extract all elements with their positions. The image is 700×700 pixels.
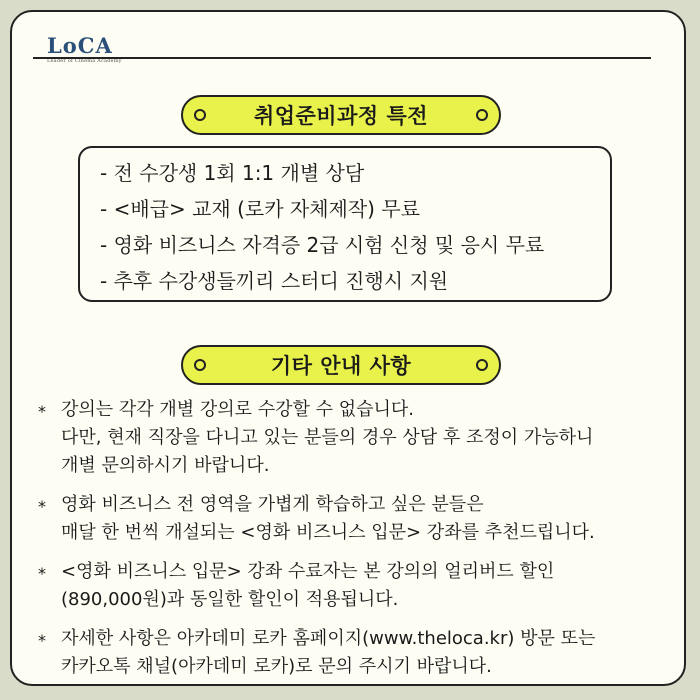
benefits-title: 취업준비과정 특전 — [253, 104, 429, 128]
pill-right-dot-icon — [476, 359, 488, 371]
benefit-item: - 영화 비즈니스 자격증 2급 시험 신청 및 응시 무료 — [100, 233, 545, 257]
asterisk-bullet-icon: * — [38, 564, 46, 583]
notice-line: 다만, 현재 직장을 다니고 있는 분들의 경우 상담 후 조정이 가능하니 — [61, 427, 594, 448]
pill-right-dot-icon — [476, 109, 488, 121]
notices-list — [36, 396, 656, 692]
logo-wordmark: LoCA — [47, 33, 113, 58]
section-title-benefits — [181, 95, 501, 135]
asterisk-bullet-icon: * — [38, 497, 46, 516]
benefits-list — [78, 146, 612, 302]
notice-line: 자세한 사항은 아카데미 로카 홈페이지(www.theloca.kr) 방문 또는 — [61, 628, 596, 649]
notice-item — [36, 491, 656, 547]
benefit-item: - 추후 수강생들끼리 스터디 진행시 지원 — [100, 269, 449, 293]
notice-line: 카카오톡 채널(아카데미 로카)로 문의 주시기 바랍니다. — [61, 656, 492, 677]
notice-line: <영화 비즈니스 입문> 강좌 수료자는 본 강의의 얼리버드 할인 — [61, 561, 555, 582]
notice-line: 강의는 각각 개별 강의로 수강할 수 없습니다. — [61, 399, 415, 420]
notice-item — [36, 396, 656, 480]
notice-line: 영화 비즈니스 전 영역을 가볍게 학습하고 싶은 분들은 — [61, 494, 484, 515]
pill-left-dot-icon — [194, 359, 206, 371]
loca-logo[interactable] — [47, 35, 122, 64]
notice-line: 매달 한 번씩 개설되는 <영화 비즈니스 입문> 강좌를 추천드립니다. — [61, 522, 595, 543]
notice-line: 개별 문의하시기 바랍니다. — [61, 455, 270, 476]
pill-left-dot-icon — [194, 109, 206, 121]
logo-tagline: Leader of Cinema Academy — [47, 58, 122, 64]
asterisk-bullet-icon: * — [38, 402, 46, 421]
notice-line: (890,000원)과 동일한 할인이 적용됩니다. — [61, 589, 399, 610]
benefit-item: - 전 수강생 1회 1:1 개별 상담 — [100, 161, 365, 185]
section-title-notices — [181, 345, 501, 385]
benefit-item: - <배급> 교재 (로카 자체제작) 무료 — [100, 197, 420, 221]
notice-item — [36, 625, 656, 681]
notice-item — [36, 558, 656, 614]
notices-title: 기타 안내 사항 — [270, 354, 412, 378]
asterisk-bullet-icon: * — [38, 631, 46, 650]
header-divider — [33, 57, 651, 59]
